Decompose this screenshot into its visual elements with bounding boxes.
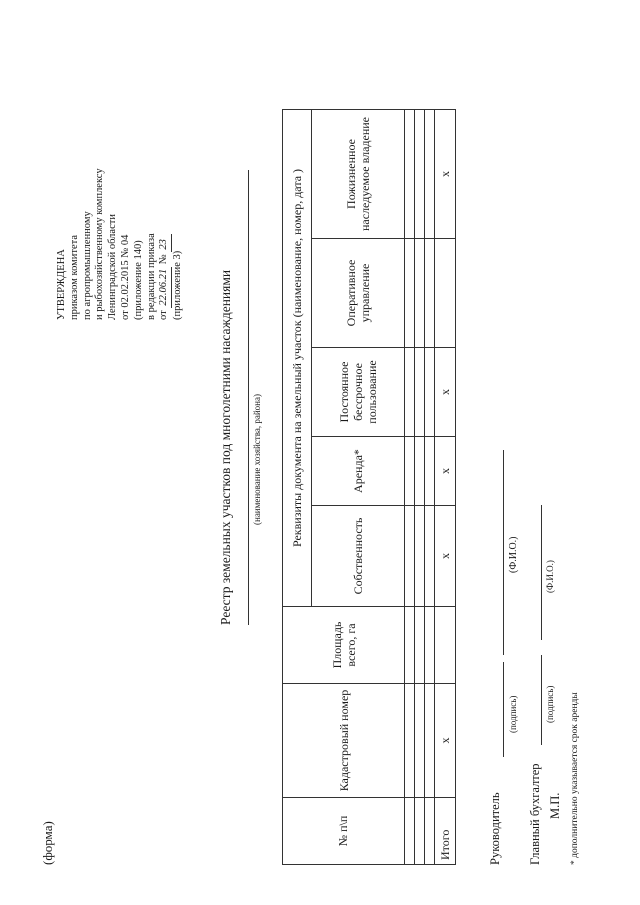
total-cadastral: х xyxy=(435,684,456,798)
approval-from: от xyxy=(158,310,170,320)
approval-line: по агропромышленному xyxy=(81,211,93,320)
footnote: * дополнительно указывается срок аренды xyxy=(570,692,580,865)
header-ownership: Собственность xyxy=(312,506,405,607)
approval-line: (приложение 140) xyxy=(132,240,144,320)
header-area: Площадь всего, га xyxy=(283,607,405,684)
total-area xyxy=(435,607,456,684)
header-number: № п\п xyxy=(283,798,405,865)
accountant-name-caption: (Ф.И.О.) xyxy=(545,560,555,593)
approval-line: от 02.02.2015 № 04 xyxy=(119,234,131,320)
total-lease: х xyxy=(435,437,456,506)
header-cadastral: Кадастровый номер xyxy=(283,684,405,798)
total-label: Итого xyxy=(435,798,456,865)
approval-number-sign: № xyxy=(158,254,170,265)
head-name-line xyxy=(503,450,504,655)
table-header-row xyxy=(283,110,312,865)
approval-line-date xyxy=(158,60,172,320)
accountant-sign-line xyxy=(541,655,542,745)
table-row xyxy=(415,110,425,865)
approval-line: в редакции приказа xyxy=(145,233,157,320)
approval-line: (приложение 3) xyxy=(172,250,184,320)
org-name-line xyxy=(248,170,249,625)
document-title: Реестр земельных участков под многолетними насаждениями xyxy=(218,269,233,625)
accountant-label: Главный бухгалтер xyxy=(528,763,542,865)
accountant-name-line xyxy=(541,505,542,640)
approval-line: и рыбохозяйственному комплексу xyxy=(94,168,106,320)
header-operative: Оперативное управление xyxy=(312,239,405,348)
total-lifetime: х xyxy=(435,110,456,239)
total-operative xyxy=(435,239,456,348)
table-row xyxy=(425,110,435,865)
form-label: (форма) xyxy=(40,821,55,865)
header-docs-group: Реквизиты документа на земельный участок (наименование, номер, дата ) xyxy=(283,110,312,607)
approval-line: Ленинградской области xyxy=(107,214,119,320)
head-sign-caption: (подпись) xyxy=(508,695,518,733)
table-row xyxy=(405,110,415,865)
head-name-caption: (Ф.И.О.) xyxy=(508,536,519,573)
accountant-sign-caption: (подпись) xyxy=(545,685,555,723)
total-permanent: х xyxy=(435,348,456,437)
approval-line: приказом комитета xyxy=(68,234,80,320)
header-lease: Аренда* xyxy=(312,437,405,506)
header-lifetime: Пожизненное наследуемое владение xyxy=(312,110,405,239)
approval-stamp xyxy=(56,60,185,320)
approval-number: 23 xyxy=(158,234,172,252)
head-label: Руководитель xyxy=(488,792,502,865)
seal-label: М.П. xyxy=(548,792,562,819)
registry-table xyxy=(282,109,456,865)
org-name-caption: (наименование хозяйства, района) xyxy=(252,394,262,525)
table-total-row xyxy=(435,110,456,865)
total-ownership: х xyxy=(435,506,456,607)
head-sign-line xyxy=(503,662,504,757)
header-permanent: Постоянное бессрочное пользование xyxy=(312,348,405,437)
approval-date: 22.06.21 xyxy=(158,267,172,308)
approval-line: УТВЕРЖДЕНА xyxy=(56,249,67,320)
